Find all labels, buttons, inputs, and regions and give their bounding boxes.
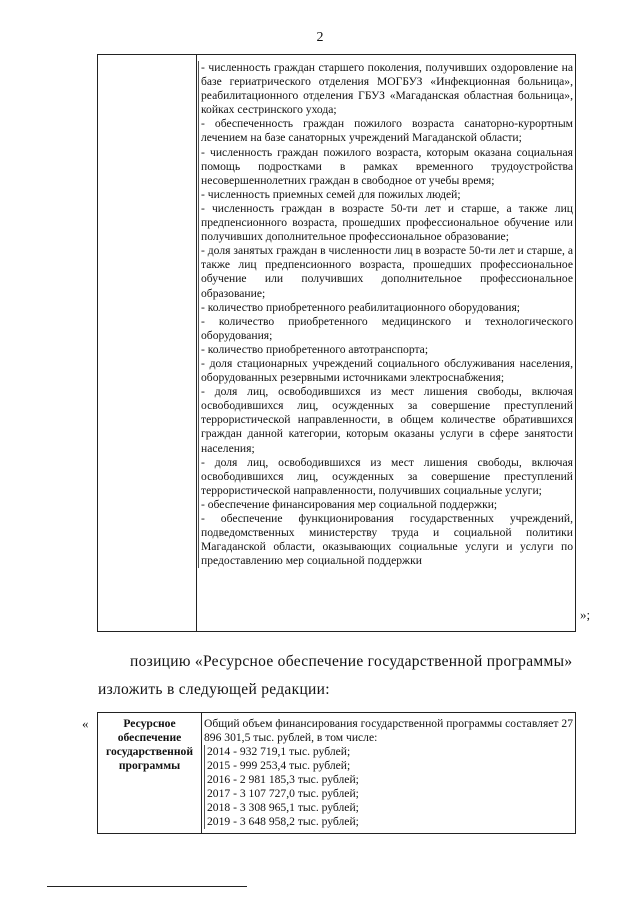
indicator-item: - количество приобретенного реабилитационного оборудования;: [198, 301, 573, 315]
page-number: 2: [316, 30, 324, 45]
total-financing: Общий объем финансирования государственной программы составляет 27 896 301,5 тыс. рублей, в том числе:: [204, 717, 573, 744]
indicators-table-right-cell: [196, 55, 575, 568]
indicator-item: - численность приемных семей для пожилых людей;: [198, 188, 573, 202]
resource-table-body: [202, 713, 575, 829]
resource-table: [97, 712, 576, 834]
year-financing: 2018 - 3 308 965,1 тыс. рублей;: [204, 801, 573, 815]
opening-quote: «: [82, 716, 89, 731]
year-financing: 2019 - 3 648 958,2 тыс. рублей;: [204, 815, 573, 829]
indicator-item: - численность граждан в возрасте 50-ти лет и старше, а также лиц предпенсионного возраста, прошедших профессиональное обучение или получивших дополнительное профессиональное образование;: [198, 202, 573, 244]
closing-quote: »;: [580, 607, 591, 622]
indicators-table: [97, 54, 576, 632]
resource-table-header: Ресурсное обеспечение государственной программы: [98, 713, 202, 833]
year-financing: 2014 - 932 719,1 тыс. рублей;: [204, 745, 573, 759]
indicator-item: - количество приобретенного медицинского и технологического оборудования;: [198, 315, 573, 343]
paragraph-position: позицию «Ресурсное обеспечение государственной программы»: [130, 653, 573, 670]
indicator-item: - количество приобретенного автотранспорта;: [198, 343, 573, 357]
indicator-item: - доля лиц, освободившихся из мест лишения свободы, включая освободившихся лиц, осужденных за совершение преступлений террористической направленности, получивших социальные услуги;: [198, 456, 573, 498]
indicator-item: - обеспечение функционирования государственных учреждений, подведомственных министерству труда и социальной политики Магаданской области, оказывающих социальные услуги и услуги по предоставлению мер социальной поддержки: [198, 512, 573, 568]
indicator-item: - доля лиц, освободившихся из мест лишения свободы, включая освободившихся лиц, осужденных за совершение преступлений террористической направленности, в общем количестве обратившихся граждан данной категории, которым оказаны услуги в сфере занятости населения;: [198, 385, 573, 455]
year-financing: 2017 - 3 107 727,0 тыс. рублей;: [204, 787, 573, 801]
indicator-item: - доля занятых граждан в численности лиц в возрасте 50-ти лет и старше, а также лиц предпенсионного возраста, прошедших профессиональное обучение или получивших дополнительное профессиональное образование;: [198, 244, 573, 300]
indicator-item: - доля стационарных учреждений социального обслуживания населения, оборудованных резервными источниками электроснабжения;: [198, 357, 573, 385]
indicator-item: - обеспечение финансирования мер социальной поддержки;: [198, 498, 573, 512]
year-financing: 2016 - 2 981 185,3 тыс. рублей;: [204, 773, 573, 787]
indicator-item: - численность граждан пожилого возраста, которым оказана социальная помощь подростками в рамках временного трудоустройства несовершеннолетних граждан в свободное от учебы время;: [198, 146, 573, 188]
indicators-table-left-cell: [98, 55, 197, 631]
year-financing: 2015 - 999 253,4 тыс. рублей;: [204, 759, 573, 773]
indicator-item: - обеспеченность граждан пожилого возраста санаторно-курортным лечением на базе санаторных учреждений Магаданской области;: [198, 117, 573, 145]
indicator-item: - численность граждан старшего поколения, получивших оздоровление на базе гериатрического отделения МОГБУЗ «Инфекционная больница», реабилитационного отделения ГБУЗ «Магаданская областная больница», койках сестринского ухода;: [198, 61, 573, 117]
paragraph-edit-instruction: изложить в следующей редакции:: [98, 681, 330, 698]
footnote-divider: [47, 886, 247, 887]
